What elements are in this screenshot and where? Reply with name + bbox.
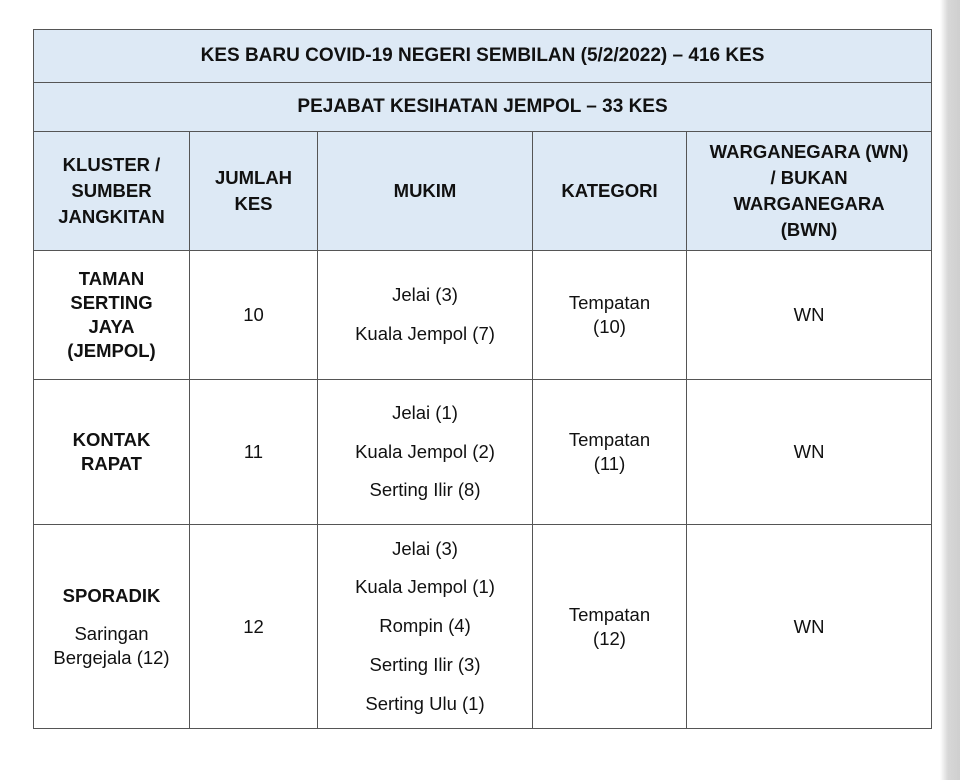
mukim-cell	[318, 251, 533, 380]
mukim-item: Jelai (3)	[392, 537, 458, 559]
header-warganegara: WARGANEGARA (WN) / BUKAN WARGANEGARA (BWN)	[687, 132, 932, 251]
wn-cell: WN	[687, 251, 932, 380]
header-jumlah: JUMLAH KES	[190, 132, 318, 251]
cluster-cell: KONTAK RAPAT	[34, 380, 190, 525]
header-mukim: MUKIM	[318, 132, 533, 251]
mukim-item: Kuala Jempol (7)	[355, 323, 495, 344]
mukim-item: Jelai (3)	[392, 284, 458, 306]
kategori-cell: Tempatan (11)	[533, 380, 687, 525]
wn-cell: WN	[687, 380, 932, 525]
table-row	[34, 251, 932, 380]
wn-cell: WN	[687, 525, 932, 729]
page-edge-shadow	[940, 0, 960, 780]
mukim-item: Serting Ilir (3)	[369, 653, 481, 675]
title-row	[34, 30, 932, 83]
header-kluster: KLUSTER / SUMBER JANGKITAN	[34, 132, 190, 251]
cluster-cell: TAMAN SERTING JAYA (JEMPOL)	[34, 251, 190, 380]
jumlah-cell: 12	[190, 525, 318, 729]
kategori-cell: Tempatan (12)	[533, 525, 687, 729]
mukim-cell	[318, 380, 533, 525]
mukim-item: Rompin (4)	[379, 615, 471, 637]
header-row	[34, 132, 932, 251]
cluster-cell: SPORADIK Saringan Bergejala (12)	[34, 525, 190, 729]
subtitle-row	[34, 83, 932, 132]
mukim-item: Jelai (1)	[392, 401, 458, 423]
table-subtitle: PEJABAT KESIHATAN JEMPOL – 33 KES	[34, 83, 932, 132]
covid-cases-table	[33, 29, 932, 729]
kategori-cell: Tempatan (10)	[533, 251, 687, 380]
mukim-cell	[318, 525, 533, 729]
jumlah-cell: 11	[190, 380, 318, 525]
mukim-item: Serting Ulu (1)	[365, 692, 485, 714]
mukim-item: Kuala Jempol (1)	[355, 576, 495, 598]
jumlah-cell: 10	[190, 251, 318, 380]
table-row	[34, 525, 932, 729]
mukim-item: Serting Ilir (8)	[369, 479, 481, 501]
table-row	[34, 380, 932, 525]
header-kategori: KATEGORI	[533, 132, 687, 251]
table-title: KES BARU COVID-19 NEGERI SEMBILAN (5/2/2022) – 416 KES	[34, 30, 932, 83]
mukim-item: Kuala Jempol (2)	[355, 440, 495, 462]
